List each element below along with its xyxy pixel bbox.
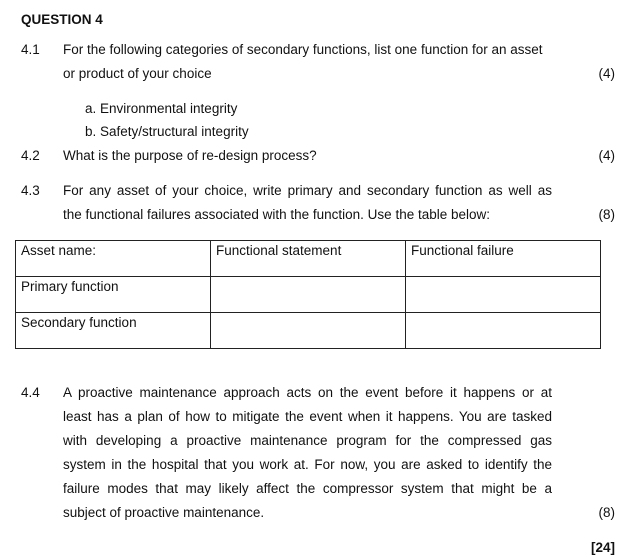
- q44-number: 4.4: [21, 385, 40, 400]
- q44-marks: (8): [598, 505, 615, 520]
- q44-text-line: system in the hospital that you work at. For now, you are asked to identify the: [63, 457, 552, 472]
- q43-text-line2: the functional failures associated with the function. Use the table below:: [63, 207, 491, 222]
- q43-text-line1: For any asset of your choice, write primary and secondary function as well as: [63, 183, 552, 198]
- q41-sub-b: b. Safety/structural integrity: [85, 124, 249, 139]
- total-marks: [24]: [590, 540, 615, 555]
- q44-text-line: least has a plan of how to mitigate the event when it happens. You are tasked: [63, 409, 552, 424]
- q44-text-line: failure modes that may likely affect the compressor system that might be a: [63, 481, 552, 496]
- q43-marks: (8): [598, 207, 615, 222]
- table-header-cell: Asset name:: [16, 241, 211, 277]
- table-cell: Secondary function: [16, 313, 211, 349]
- q44-text-line: A proactive maintenance approach acts on the event before it happens or at: [63, 385, 552, 400]
- q42-number: 4.2: [21, 148, 40, 163]
- q42-marks: (4): [598, 148, 615, 163]
- question-title: QUESTION 4: [21, 12, 103, 27]
- q42-text: What is the purpose of re-design process?: [63, 148, 317, 163]
- q41-marks: (4): [598, 66, 615, 81]
- table-cell: Primary function: [16, 277, 211, 313]
- table-header-cell: Functional statement: [211, 241, 406, 277]
- functions-table: [15, 240, 601, 349]
- table-row: [16, 313, 601, 349]
- q41-text-line2: or product of your choice: [63, 66, 212, 81]
- table-row: [16, 277, 601, 313]
- q41-text-line1: For the following categories of secondary functions, list one function for an asset: [63, 42, 543, 57]
- table-cell: [211, 277, 406, 313]
- table-header-row: [16, 241, 601, 277]
- table-cell: [211, 313, 406, 349]
- table-cell: [406, 313, 601, 349]
- table-cell: [406, 277, 601, 313]
- q41-sub-a: a. Environmental integrity: [85, 101, 238, 116]
- q41-number: 4.1: [21, 42, 40, 57]
- q43-number: 4.3: [21, 183, 40, 198]
- q44-text-line: subject of proactive maintenance.: [63, 505, 265, 520]
- q44-text-line: with developing a proactive maintenance program for the compressed gas: [63, 433, 552, 448]
- table-header-cell: Functional failure: [406, 241, 601, 277]
